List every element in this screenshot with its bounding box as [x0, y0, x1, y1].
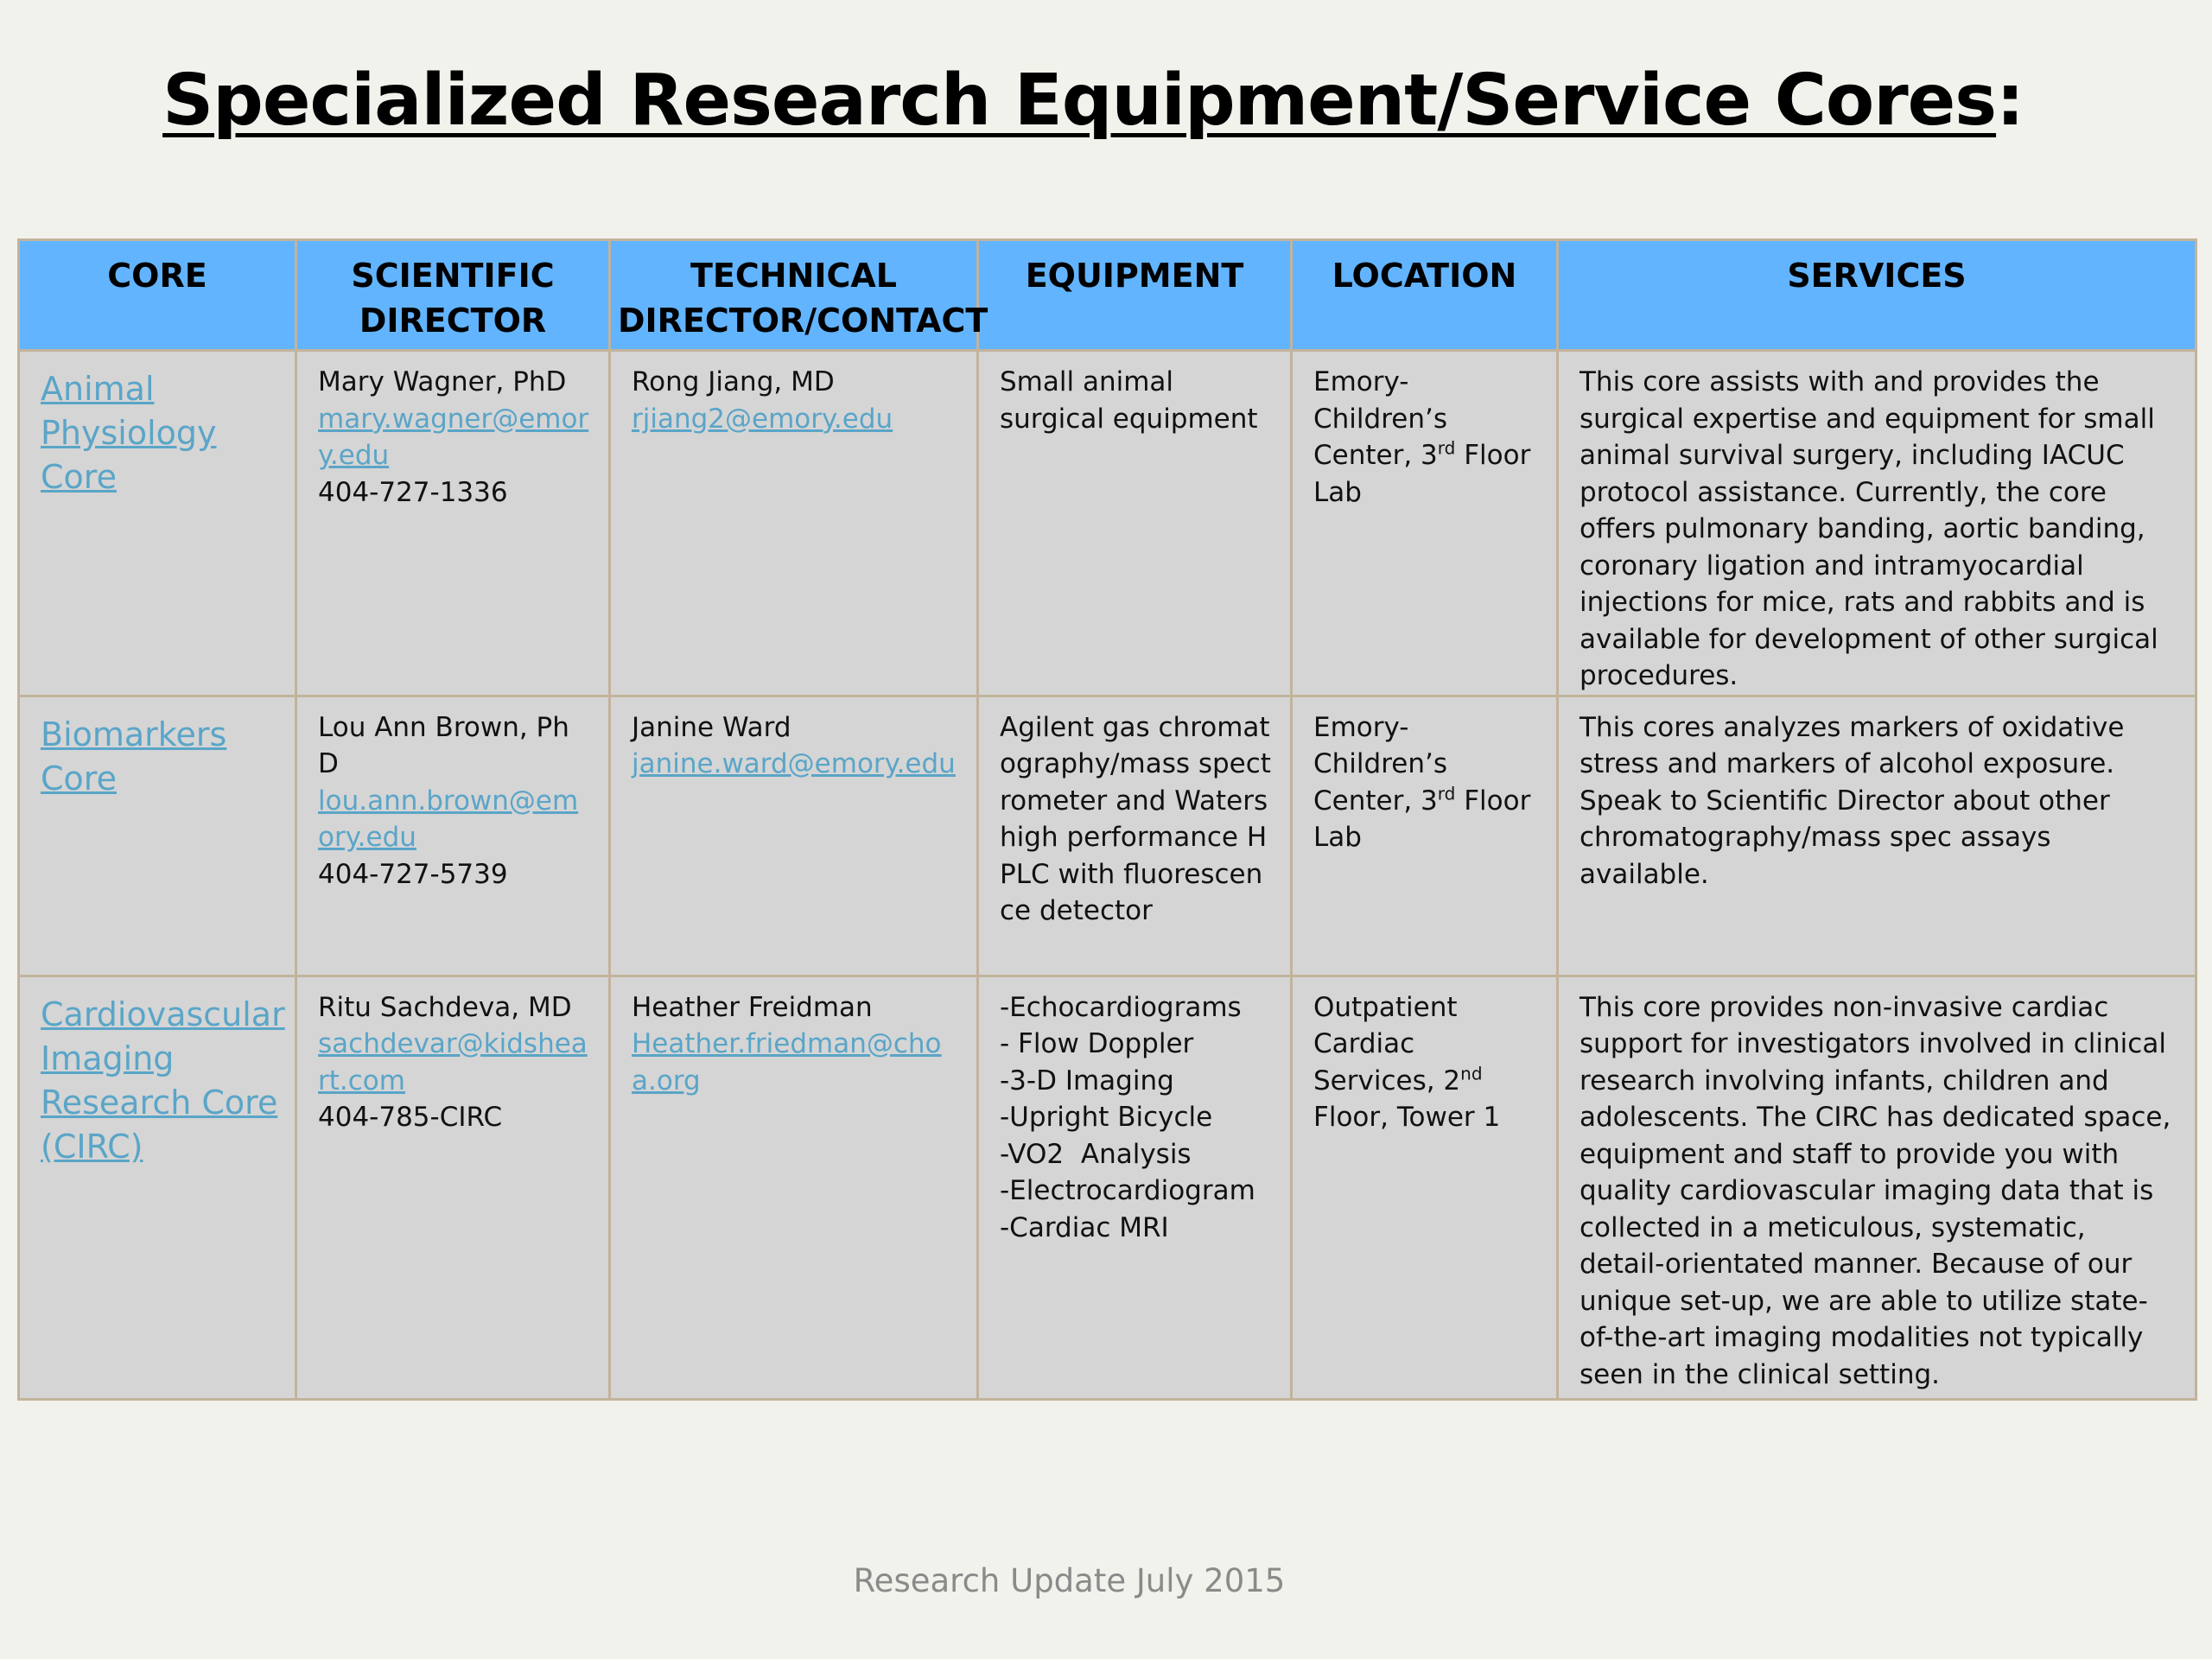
location-ordinal: rd	[1437, 437, 1456, 459]
location-text-rest: Floor Lab	[1313, 440, 1531, 508]
location-ordinal: nd	[1460, 1063, 1483, 1084]
technical-director-email-link[interactable]: janine.ward@emory.edu	[632, 748, 956, 779]
column-header-technical-director: TECHNICAL DIRECTOR/CONTACT	[610, 240, 978, 351]
scientific-director-phone: 404-727-5739	[318, 858, 508, 890]
column-header-core: CORE	[19, 240, 296, 351]
scientific-director-name: Lou Ann Brown, PhD	[318, 711, 569, 779]
core-cell	[19, 696, 296, 976]
scientific-director-cell	[296, 976, 610, 1399]
location-text-rest: Floor Lab	[1313, 785, 1531, 853]
core-link[interactable]: Cardiovascular Imaging Research Core (CIRC)	[41, 995, 285, 1166]
scientific-director-email-link[interactable]: lou.ann.brown@emory.edu	[318, 785, 579, 853]
equipment-cell	[978, 976, 1292, 1399]
scientific-director-email-link[interactable]: sachdevar@kidsheart.com	[318, 1028, 588, 1096]
table-header-row	[19, 240, 2196, 351]
equipment-item: -Electrocardiogram	[1000, 1175, 1255, 1206]
core-link[interactable]: Animal Physiology Core	[41, 370, 217, 496]
technical-director-name: Heather Freidman	[632, 991, 873, 1023]
location-ordinal: rd	[1437, 783, 1456, 804]
location-text-rest: Floor, Tower 1	[1313, 1102, 1501, 1133]
technical-director-cell	[610, 976, 978, 1399]
page-title-text: Specialized Research Equipment/Service Cores	[162, 60, 1997, 142]
column-header-services: SERVICES	[1558, 240, 2196, 351]
location-cell	[1292, 976, 1558, 1399]
core-cell	[19, 351, 296, 696]
location-cell	[1292, 351, 1558, 696]
equipment-item: -3-D Imaging	[1000, 1065, 1174, 1096]
services-cell: This cores analyzes markers of oxidative stress and markers of alcohol exposure. Speak to Scientific Director about other chromatography/mass spec assays available.	[1558, 696, 2196, 976]
equipment-item: -Upright Bicycle	[1000, 1102, 1213, 1133]
scientific-director-phone: 404-785-CIRC	[318, 1102, 503, 1133]
technical-director-cell	[610, 351, 978, 696]
table-row	[19, 696, 2196, 976]
scientific-director-cell	[296, 696, 610, 976]
column-header-scientific-director: SCIENTIFIC DIRECTOR	[296, 240, 610, 351]
technical-director-name: Rong Jiang, MD	[632, 366, 835, 397]
equipment-item: -Echocardiograms	[1000, 991, 1242, 1023]
equipment-item: -VO2 Analysis	[1000, 1138, 1192, 1170]
equipment-cell: Small animal surgical equipment	[978, 351, 1292, 696]
location-text: Emory-Children’s Center, 3	[1313, 711, 1447, 817]
equipment-cell: Agilent gas chromatography/mass spectrometer and Waters high performance HPLC with fluorescence detector	[978, 696, 1292, 976]
cores-table	[17, 238, 2197, 1401]
technical-director-email-link[interactable]: rjiang2@emory.edu	[632, 403, 893, 435]
scientific-director-cell	[296, 351, 610, 696]
column-header-equipment: EQUIPMENT	[978, 240, 1292, 351]
scientific-director-email-link[interactable]: mary.wagner@emory.edu	[318, 403, 589, 471]
technical-director-name: Janine Ward	[632, 711, 791, 743]
equipment-item: - Flow Doppler	[1000, 1028, 1194, 1059]
page-title	[0, 54, 2186, 149]
technical-director-cell	[610, 696, 978, 976]
page-title-colon: :	[1996, 60, 2024, 142]
equipment-item: -Cardiac MRI	[1000, 1211, 1169, 1243]
services-cell: This core provides non-invasive cardiac support for investigators involved in clinical research involving infants, children and adolescents. The CIRC has dedicated space, equipment and staff to provide you with quality cardiovascular imaging data that is collected in a meticulous, systematic, detail-orientated manner. Because of our unique set-up, we are able to utilize state-of-the-art imaging modalities not typically seen in the clinical setting.	[1558, 976, 2196, 1399]
scientific-director-phone: 404-727-1336	[318, 476, 508, 508]
footer-text: Research Update July 2015	[853, 1562, 1286, 1599]
core-link[interactable]: Biomarkers Core	[41, 715, 227, 798]
location-text: Outpatient Cardiac Services, 2	[1313, 991, 1461, 1096]
table-row	[19, 976, 2196, 1399]
table-row	[19, 351, 2196, 696]
location-cell	[1292, 696, 1558, 976]
location-text: Emory-Children’s Center, 3	[1313, 366, 1447, 471]
scientific-director-name: Ritu Sachdeva, MD	[318, 991, 572, 1023]
scientific-director-name: Mary Wagner, PhD	[318, 366, 567, 397]
technical-director-email-link[interactable]: Heather.friedman@choa.org	[632, 1028, 942, 1096]
services-cell: This core assists with and provides the surgical expertise and equipment for small animal survival surgery, including IACUC protocol assistance. Currently, the core offers pulmonary banding, aortic banding, coronary ligation and intramyocardial injections for mice, rats and rabbits and is available for development of other surgical procedures.	[1558, 351, 2196, 696]
column-header-location: LOCATION	[1292, 240, 1558, 351]
core-cell	[19, 976, 296, 1399]
